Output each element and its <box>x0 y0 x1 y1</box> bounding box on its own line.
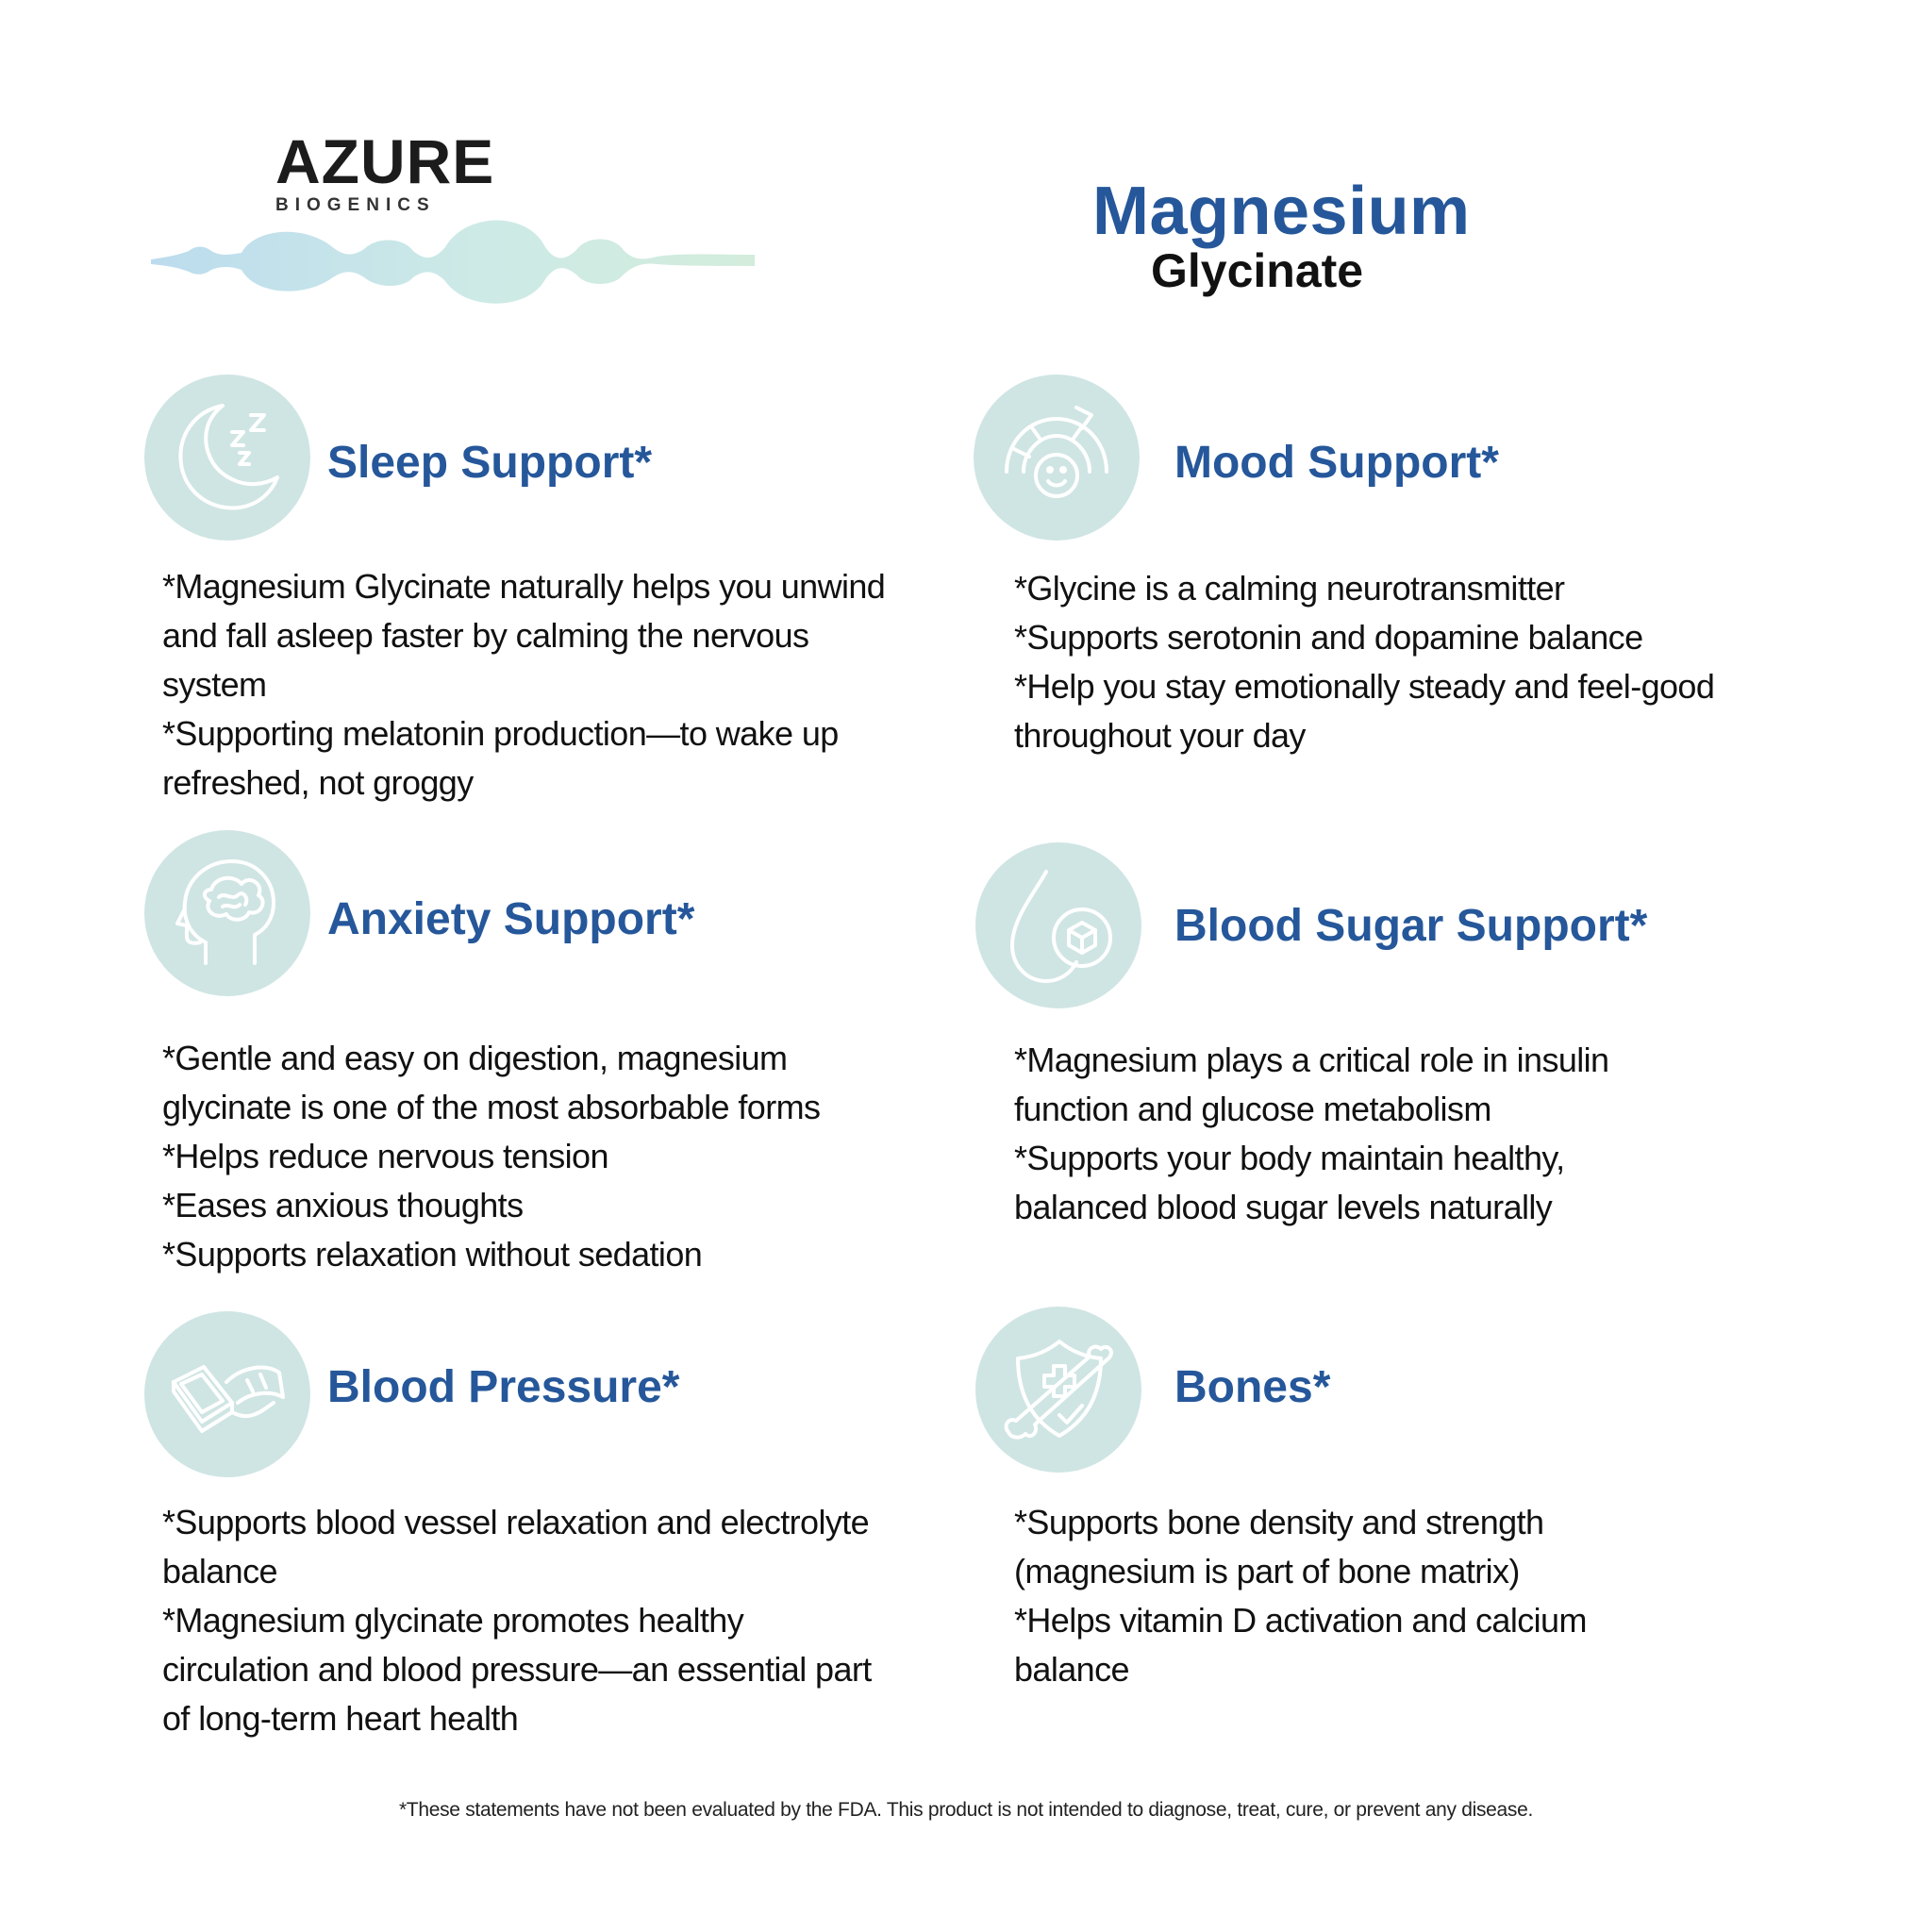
benefit-line: *Supporting melatonin production—to wake up <box>162 714 839 753</box>
benefit-line: balance <box>1014 1650 1129 1689</box>
benefit-body-sleep <box>162 562 885 808</box>
benefit-line: *Glycine is a calming neurotransmitter <box>1014 569 1565 608</box>
benefit-line: *Supports bone density and strength <box>1014 1503 1544 1541</box>
benefit-line: *Magnesium Glycinate naturally helps you unwind <box>162 567 886 606</box>
benefit-line: system <box>162 665 267 704</box>
blood-drop-sugar-cube-icon <box>975 842 1141 1008</box>
benefit-line: *Supports serotonin and dopamine balance <box>1014 618 1643 657</box>
benefit-title-mood: Mood Support* <box>1174 438 1499 488</box>
benefit-line: function and glucose metabolism <box>1014 1090 1491 1128</box>
mood-gauge-icon <box>974 375 1140 541</box>
benefit-line: *Magnesium plays a critical role in insulin <box>1014 1041 1609 1079</box>
benefit-line: *Supports your body maintain healthy, <box>1014 1139 1565 1177</box>
benefit-line: *Gentle and easy on digestion, magnesium <box>162 1039 788 1077</box>
benefit-title-anxiety: Anxiety Support* <box>327 894 695 944</box>
benefit-line: balance <box>162 1552 277 1591</box>
benefit-line: *Helps vitamin D activation and calcium <box>1014 1601 1587 1640</box>
benefit-body-mood <box>1014 564 1714 760</box>
benefit-line: *Helps reduce nervous tension <box>162 1137 608 1175</box>
benefit-body-anxiety <box>162 1034 820 1279</box>
sleeping-moon-icon <box>144 375 310 541</box>
product-name: Magnesium <box>1092 174 1471 249</box>
benefit-line: glycinate is one of the most absorbable forms <box>162 1088 821 1126</box>
bone-shield-icon <box>975 1307 1141 1473</box>
product-variant: Glycinate <box>1151 244 1364 297</box>
benefit-line: of long-term heart health <box>162 1699 519 1738</box>
benefit-line: *Supports relaxation without sedation <box>162 1235 703 1274</box>
benefit-body-blood-sugar <box>1014 1036 1608 1232</box>
benefit-line: *Magnesium glycinate promotes healthy <box>162 1601 744 1640</box>
benefit-title-bones: Bones* <box>1174 1362 1331 1412</box>
brand-name: AZURE <box>275 126 495 196</box>
benefit-line: circulation and blood pressure—an essential part <box>162 1650 872 1689</box>
benefit-body-blood-pressure <box>162 1498 872 1743</box>
benefit-line: *Supports blood vessel relaxation and electrolyte <box>162 1503 870 1541</box>
benefit-line: balanced blood sugar levels naturally <box>1014 1188 1553 1226</box>
benefit-line: *Help you stay emotionally steady and feel-good <box>1014 667 1715 706</box>
benefit-line: *Eases anxious thoughts <box>162 1186 524 1224</box>
brand-tagline: BIOGENICS <box>275 195 436 215</box>
benefit-title-blood-sugar: Blood Sugar Support* <box>1174 901 1648 951</box>
benefit-line: (magnesium is part of bone matrix) <box>1014 1552 1520 1591</box>
benefit-title-sleep: Sleep Support* <box>327 438 653 488</box>
brand-wave-graphic <box>151 208 755 311</box>
fda-disclaimer: *These statements have not been evaluated by the FDA. This product is not intended to diagnose, treat, cure, or prevent any disease. <box>398 1799 1534 1821</box>
benefit-title-blood-pressure: Blood Pressure* <box>327 1362 680 1412</box>
head-brain-icon <box>144 830 310 996</box>
benefit-line: and fall asleep faster by calming the nervous <box>162 616 809 655</box>
benefit-body-bones <box>1014 1498 1587 1694</box>
blood-pressure-monitor-icon <box>144 1311 310 1477</box>
benefit-line: throughout your day <box>1014 716 1306 755</box>
benefit-line: refreshed, not groggy <box>162 763 474 802</box>
